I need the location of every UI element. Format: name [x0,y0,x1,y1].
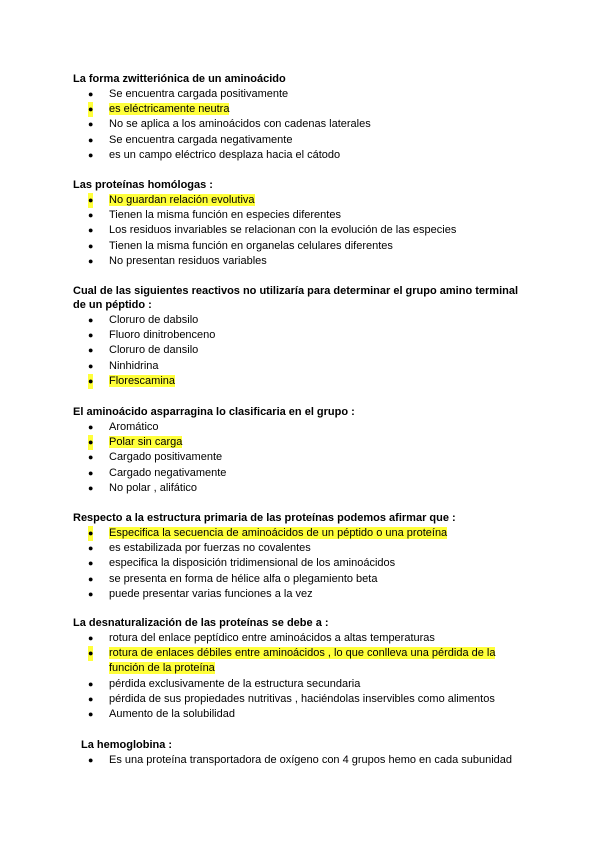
option-text-highlighted: Polar sin carga [109,436,183,449]
question-7 [81,738,536,768]
question-6 [73,616,528,722]
bullet-icon: ● [88,102,93,117]
list-item [73,466,528,481]
list-item [73,420,528,435]
list-item [73,343,528,358]
list-item [73,87,528,102]
option-list [73,420,528,496]
bullet-icon: ● [88,422,94,432]
option-text: Fluoro dinitrobenceno [109,329,216,342]
option-text-highlighted: Florescamina [109,374,176,387]
list-item [73,646,528,676]
option-text: Aumento de la solubilidad [109,708,235,721]
option-list [73,87,528,163]
bullet-icon: ● [88,755,94,765]
option-text: puede presentar varias funciones a la vez [109,587,313,600]
bullet-icon: ● [88,225,94,236]
list-item [73,359,528,374]
list-item [73,692,528,707]
list-item [73,481,528,496]
option-text: Cloruro de dansilo [109,344,199,357]
question-1 [73,72,528,163]
list-item [73,572,528,587]
bullet-icon: ● [88,543,94,554]
option-text-highlighted: rotura de enlaces débiles entre aminoácidos , lo que conlleva una pérdida de la [109,647,496,660]
bullet-icon: ● [88,134,94,145]
bullet-icon: ● [88,149,94,160]
option-text-highlighted: Especifica la secuencia de aminoácidos de un péptido o una proteína [109,527,448,539]
bullet-icon: ● [88,255,94,266]
list-item [73,193,528,208]
bullet-icon: ● [88,89,94,99]
option-text: Tienen la misma función en especies diferentes [109,209,341,222]
bullet-icon: ● [88,119,94,130]
option-text: es estabilizada por fuerzas no covalentes [109,542,311,555]
bullet-icon: ● [88,573,94,584]
question-title: La desnaturalización de las proteínas se debe a : [73,617,329,629]
option-list [73,753,536,768]
option-text: Cloruro de dabsilo [109,314,199,326]
question-title: La hemoglobina : [81,739,173,751]
question-5 [73,511,528,602]
list-item [73,328,528,343]
list-item [73,223,528,238]
option-text: Se encuentra cargada positivamente [109,88,289,100]
option-text: pérdida de sus propiedades nutritivas , haciéndolas inservibles como alimentos [109,692,495,705]
list-item [73,450,528,465]
option-text: Cargado positivamente [109,451,223,464]
option-list [73,193,528,269]
bullet-icon: ● [88,360,94,371]
option-text-highlighted: No guardan relación evolutiva [109,194,255,206]
list-item [73,313,528,328]
list-item [73,526,528,541]
bullet-icon: ● [88,467,94,478]
list-item [73,208,528,223]
list-item [73,102,528,117]
bullet-icon: ● [88,210,94,221]
option-text: Los residuos invariables se relacionan con la evolución de las especies [109,224,457,237]
list-item [73,117,528,132]
question-4 [73,405,528,496]
bullet-icon: ● [88,693,94,704]
list-item [73,133,528,148]
bullet-icon: ● [88,678,94,689]
option-text: No presentan residuos variables [109,254,267,267]
list-item [73,587,528,602]
option-text-highlighted: función de la proteína [109,662,215,675]
list-item [73,374,528,389]
option-list [73,526,528,602]
bullet-icon: ● [88,330,94,341]
bullet-icon: ● [88,193,93,208]
bullet-icon: ● [88,482,94,493]
option-text: Aromático [109,421,159,433]
bullet-icon: ● [88,633,94,643]
list-item [73,541,528,556]
bullet-icon: ● [88,709,94,720]
bullet-icon: ● [88,452,94,463]
option-text: es un campo eléctrico desplaza hacia el cátodo [109,148,341,161]
question-title-line: Cual de las siguientes reactivos no utilizaría para determinar el grupo amino terminal [73,285,519,297]
list-item [73,707,528,722]
bullet-icon: ● [88,526,93,541]
option-list [73,313,528,389]
list-item [73,435,528,450]
list-item [73,677,528,692]
option-text: No se aplica a los aminoácidos con cadenas laterales [109,118,371,131]
question-title: La forma zwitteriónica de un aminoácido [73,73,286,85]
option-text: Cargado negativamente [109,466,227,479]
question-title: Respecto a la estructura primaria de las proteínas podemos afirmar que : [73,512,456,524]
question-title [73,284,528,312]
option-list [73,631,528,722]
option-text: Se encuentra cargada negativamente [109,133,293,146]
bullet-icon: ● [88,315,94,325]
list-item [73,631,528,646]
question-3 [73,284,528,389]
list-item [73,254,528,269]
bullet-icon: ● [88,646,93,661]
question-title: Las proteínas homólogas : [73,179,213,191]
option-text: rotura del enlace peptídico entre aminoácidos a altas temperaturas [109,632,435,644]
question-2 [73,178,528,269]
option-text: Ninhidrina [109,359,159,372]
question-title-line: de un péptido : [73,299,152,311]
option-text: especifica la disposición tridimensional de los aminoácidos [109,557,396,570]
list-item [73,239,528,254]
list-item [73,556,528,571]
bullet-icon: ● [88,588,94,599]
option-text: Es una proteína transportadora de oxígeno con 4 grupos hemo en cada subunidad [109,754,513,766]
bullet-icon: ● [88,558,94,569]
bullet-icon: ● [88,374,93,389]
bullet-icon: ● [88,240,94,251]
option-text: se presenta en forma de hélice alfa o plegamiento beta [109,572,378,585]
list-item [73,753,536,768]
option-text: No polar , alifático [109,481,198,494]
option-text: Tienen la misma función en organelas celulares diferentes [109,239,393,252]
bullet-icon: ● [88,345,94,356]
option-text-highlighted: es eléctricamente neutra [109,103,230,116]
option-text: pérdida exclusivamente de la estructura secundaria [109,677,361,690]
list-item [73,148,528,163]
question-title: El aminoácido asparragina lo clasificaria en el grupo : [73,406,355,418]
bullet-icon: ● [88,435,93,450]
